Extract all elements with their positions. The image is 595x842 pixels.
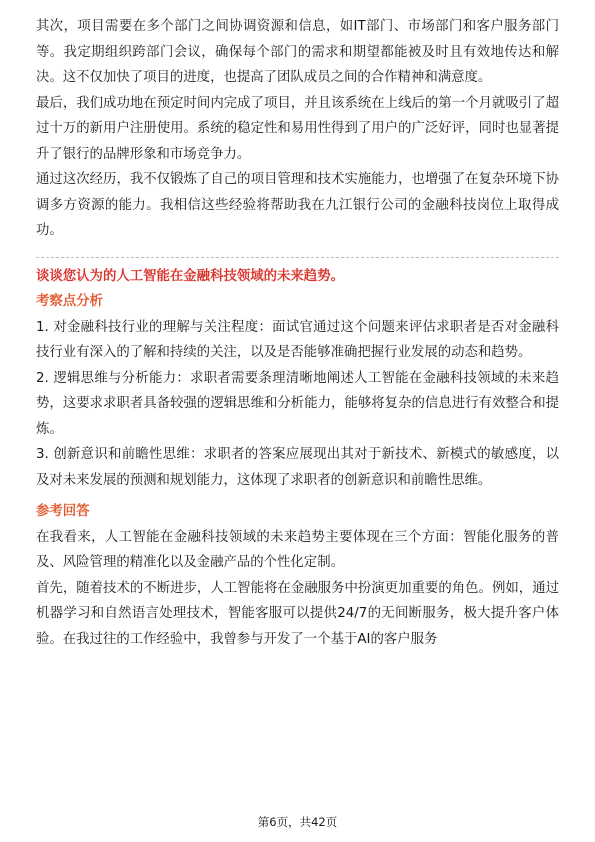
intro-paragraph: 通过这次经历，我不仅锻炼了自己的项目管理和技术实施能力，也增强了在复杂环境下协调多方资源的能力。我相信这些经验将帮助我在九江银行公司的金融科技岗位上取得成功。 <box>36 172 559 238</box>
page-number: 第6页，共42页 <box>257 815 338 829</box>
analysis-item: 1. 对金融科技行业的理解与关注程度：面试官通过这个问题来评估求职者是否对金融科技行业有深入的了解和持续的关注，以及是否能够准确把握行业发展的动态和趋势。 <box>36 319 559 360</box>
reference-paragraph: 在我看来，人工智能在金融科技领域的未来趋势主要体现在三个方面：智能化服务的普及、风险管理的精准化以及金融产品的个性化定制。 <box>36 529 559 570</box>
section-divider <box>36 257 559 258</box>
reference-title: 参考回答 <box>36 504 90 519</box>
intro-paragraph: 最后，我们成功地在预定时间内完成了项目，并且该系统在上线后的第一个月就吸引了超过十万的新用户注册使用。系统的稳定性和易用性得到了用户的广泛好评，同时也显著提升了银行的品牌形象和市场竞争力。 <box>36 95 559 162</box>
question-heading: 谈谈您认为的人工智能在金融科技领域的未来趋势。 <box>36 268 344 284</box>
intro-paragraph: 其次，项目需要在多个部门之间协调资源和信息，如IT部门、市场部门和客户服务部门等。我定期组织跨部门会议，确保每个部门的需求和期望都能被及时且有效地传达和解决。这不仅加快了项目的进度，也提高了团队成员之间的合作精神和满意度。 <box>36 19 559 85</box>
page-content <box>36 14 559 652</box>
analysis-item: 3. 创新意识和前瞻性思维：求职者的答案应展现出其对于新技术、新模式的敏感度，以及对未来发展的预测和规划能力，这体现了求职者的创新意识和前瞻性思维。 <box>36 447 559 488</box>
analysis-title: 考察点分析 <box>36 294 103 309</box>
analysis-item: 2. 逻辑思维与分析能力：求职者需要条理清晰地阐述人工智能在金融科技领域的未来趋势，这要求求职者具备较强的逻辑思维和分析能力，能够将复杂的信息进行有效整合和提炼。 <box>36 370 559 437</box>
reference-paragraph: 首先，随着技术的不断进步，人工智能将在金融服务中扮演更加重要的角色。例如，通过机器学习和自然语言处理技术，智能客服可以提供24/7的无间断服务，极大提升客户体验。在我过往的工作经验中，我曾参与开发了一个基于AI的客户服务 <box>36 580 559 647</box>
